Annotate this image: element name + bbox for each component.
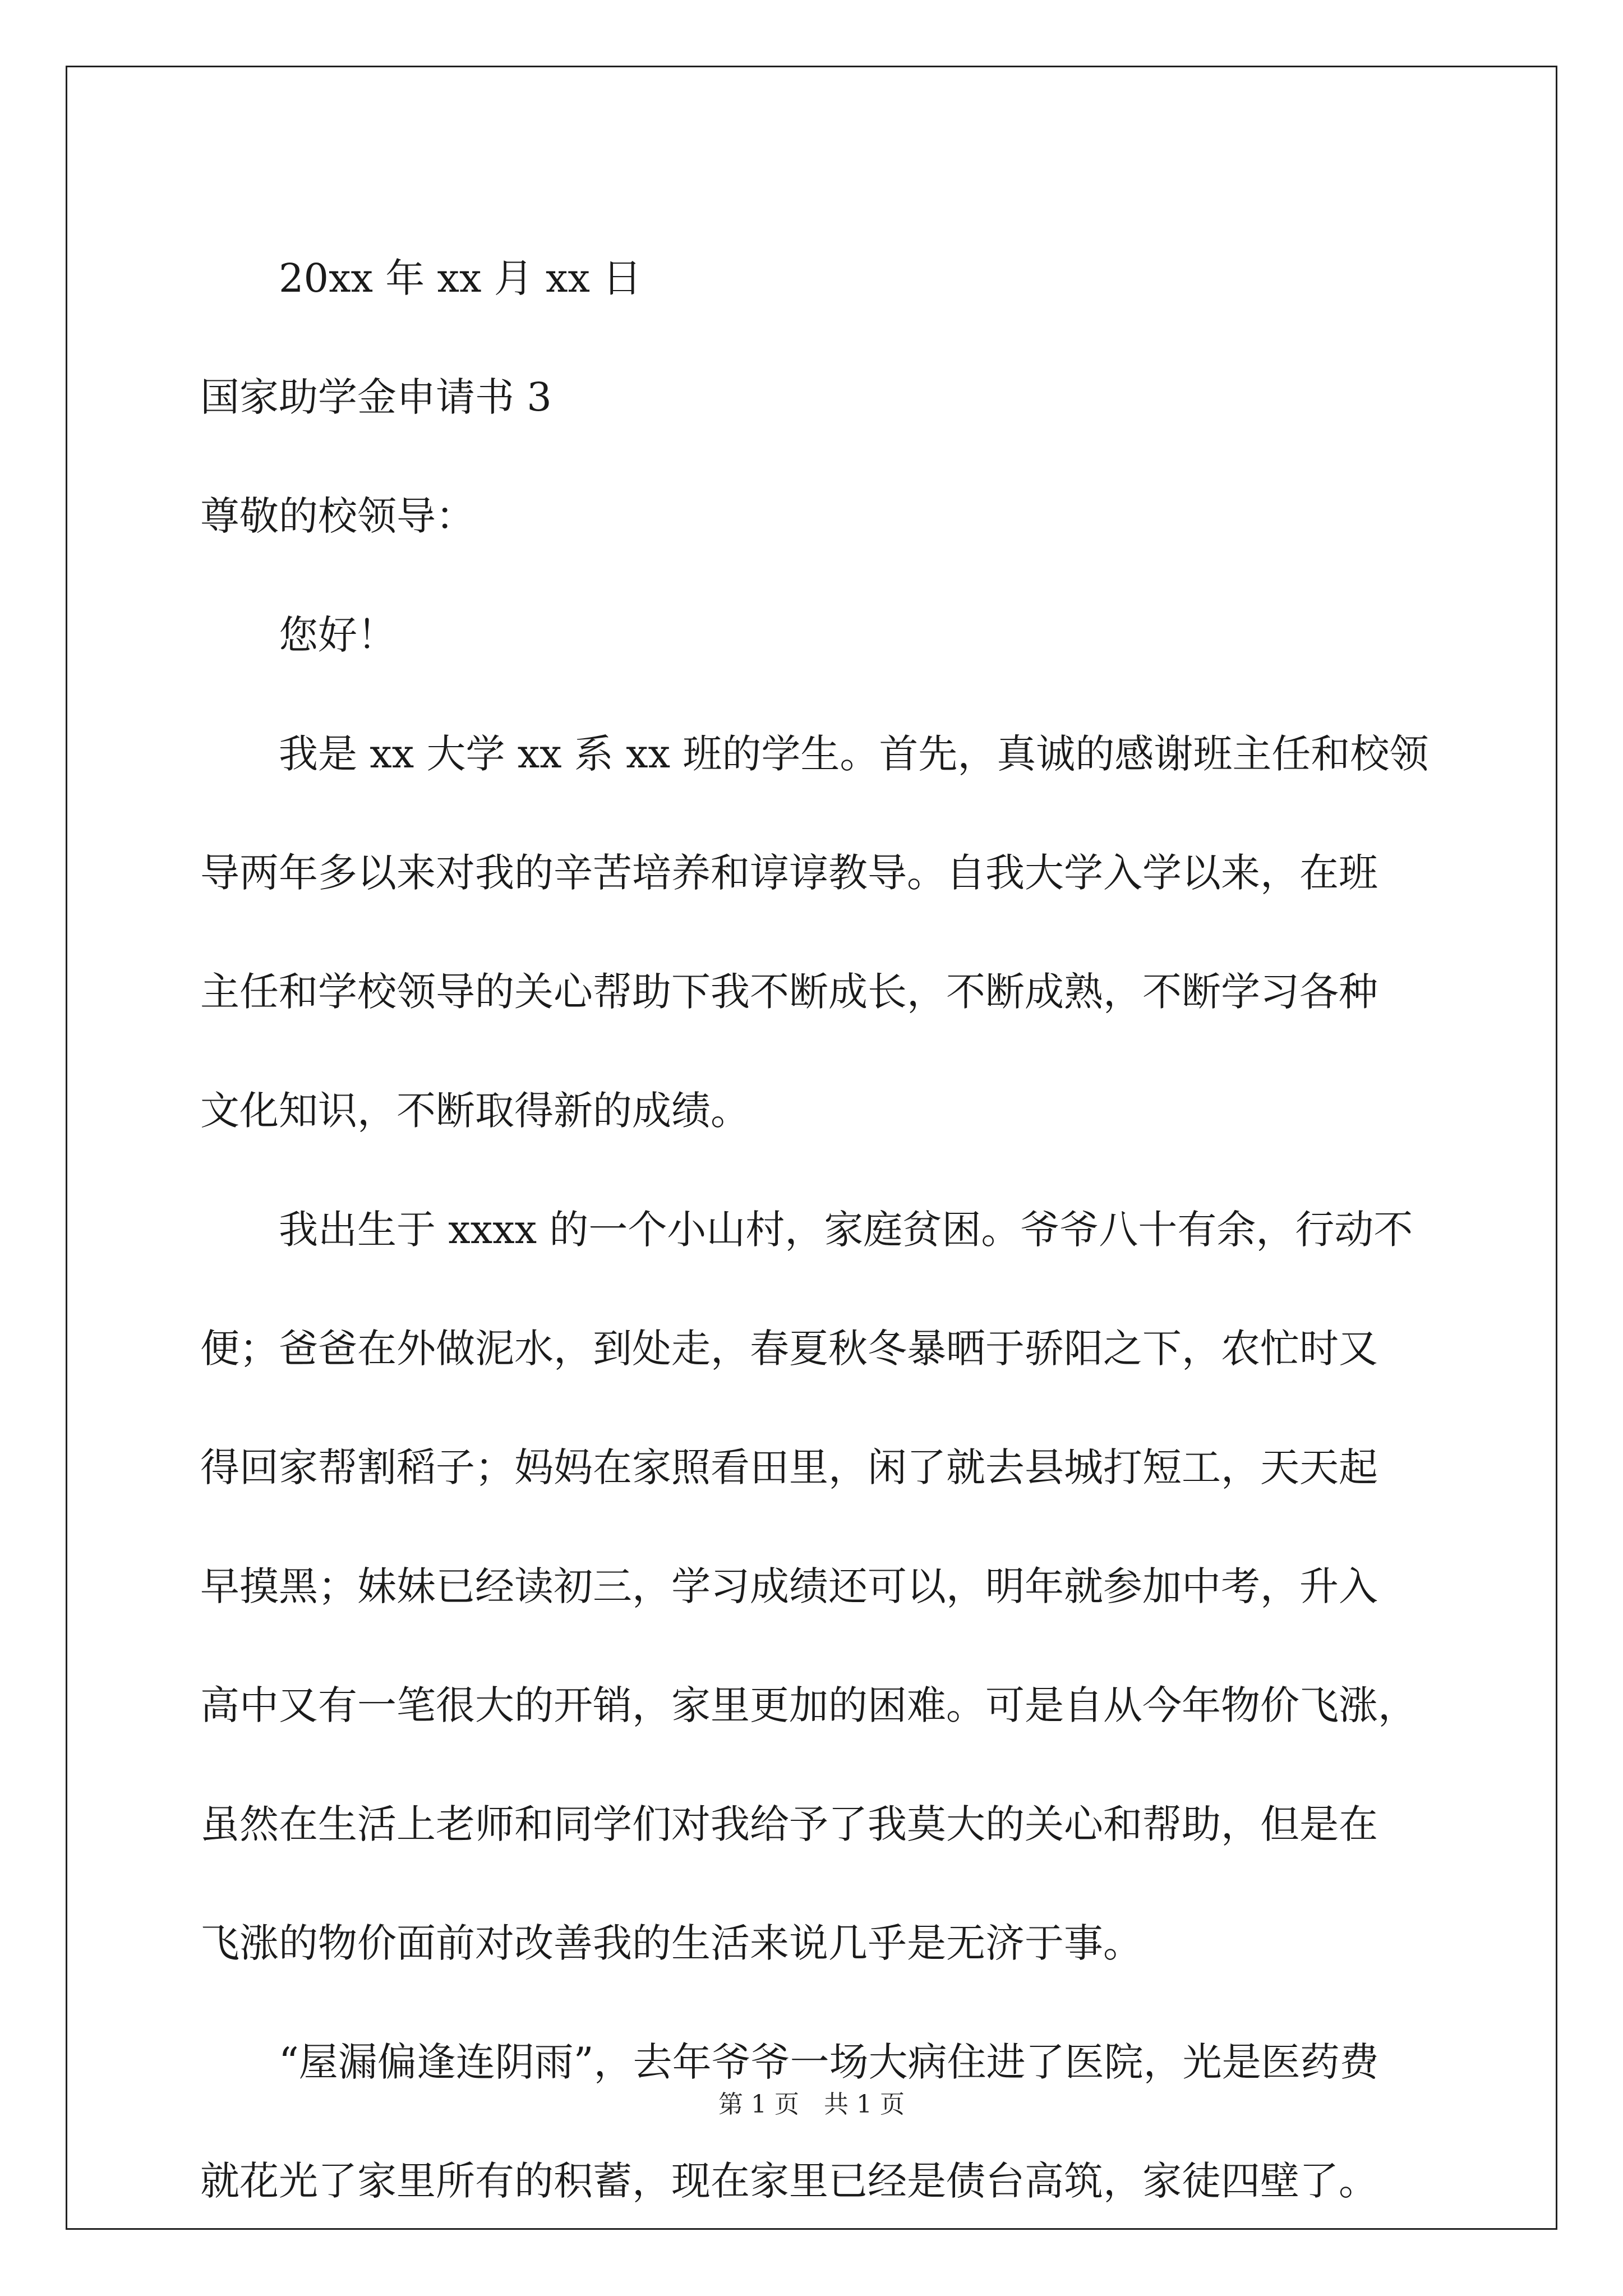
- paragraph-2: [200, 1170, 1434, 2003]
- salutation: 尊敬的校领导：: [200, 493, 475, 539]
- paragraph-line: 高中又有一笔很大的开销，家里更加的困难。可是自从今年物价飞涨，: [200, 1682, 1417, 1728]
- date-line: 20xx 年 xx 月 xx 日: [279, 255, 642, 301]
- paragraph-1: [200, 694, 1434, 1170]
- paragraph-line: 我是 xx 大学 xx 系 xx 班的学生。首先，真诚的感谢班主任和校领: [279, 731, 1429, 777]
- paragraph-line: 我出生于 xxxx 的一个小山村，家庭贫困。爷爷八十有余，行动不: [279, 1207, 1413, 1253]
- greeting: 您好！: [279, 612, 396, 658]
- page-number-footer: 第 1 页 共 1 页: [718, 2090, 905, 2119]
- paragraph-line: 飞涨的物价面前对改善我的生活来说几乎是无济于事。: [200, 1920, 1142, 1966]
- paragraph-line: 得回家帮割稻子；妈妈在家照看田里，闲了就去县城打短工，天天起: [200, 1444, 1378, 1490]
- paragraph-line: 文化知识，不断取得新的成绩。: [200, 1088, 750, 1134]
- paragraph-line: 就花光了家里所有的积蓄，现在家里已经是债台高筑，家徒四壁了。: [200, 2158, 1378, 2204]
- paragraph-line: 便；爸爸在外做泥水，到处走，春夏秋冬暴晒于骄阳之下，农忙时又: [200, 1326, 1378, 1372]
- paragraph-line: “屋漏偏逢连阴雨”，去年爷爷一场大病住进了医院，光是医药费: [279, 2039, 1379, 2085]
- document-body: [200, 219, 1434, 2240]
- document-title: 国家助学金申请书 3: [200, 374, 552, 420]
- paragraph-line: 早摸黑；妹妹已经读初三，学习成绩还可以，明年就参加中考，升入: [200, 1563, 1378, 1609]
- paragraph-3: [200, 2003, 1434, 2240]
- paragraph-line: 虽然在生活上老师和同学们对我给予了我莫大的关心和帮助，但是在: [200, 1801, 1378, 1847]
- paragraph-line: 主任和学校领导的关心帮助下我不断成长，不断成熟，不断学习各种: [200, 969, 1378, 1015]
- paragraph-line: 导两年多以来对我的辛苦培养和谆谆教导。自我大学入学以来，在班: [200, 850, 1378, 896]
